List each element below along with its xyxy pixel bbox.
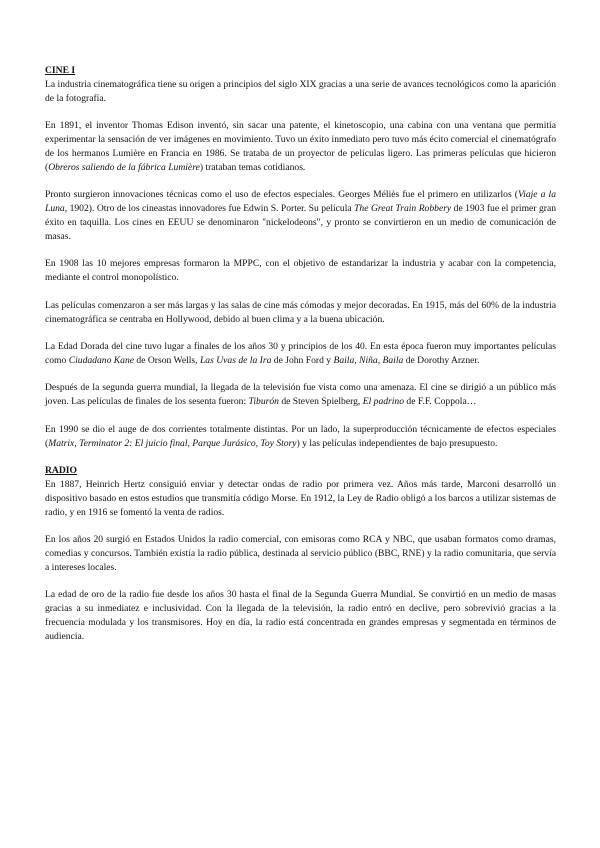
- section-heading-cine: CINE I: [45, 65, 76, 76]
- text-run: de John Ford y: [271, 355, 334, 366]
- film-title: Matrix, Terminator 2: El juicio final, Parque Jurásico, Toy Story: [48, 437, 297, 449]
- cine-paragraph-1: La industria cinematográfica tiene su origen a principios del siglo XIX gracias a una serie de avances tecnológicos como la aparición de la fotografía.: [45, 78, 556, 104]
- cine-paragraph-5: Las películas comenzaron a ser más largas y las salas de cine más cómodas y mejor decoradas. En 1915, más del 60% de la industria cinematográfica se centraba en Hollywood, debido al buen clima y a la buena ubicación.: [45, 299, 556, 325]
- text-run: Pronto surgieron innovaciones técnicas como el uso de efectos especiales. Georges Méliès fue el primero en utilizarlos (: [45, 189, 518, 201]
- radio-paragraph-1: En 1887, Heinrich Hertz consiguió enviar y detectar ondas de radio por primera vez. Años más tarde, Marconi desarrolló un dispositivo basado en estos estudios que transmitía código Morse. En 1912, la Ley de Radio obligó a los barcos a utilizar sistemas de radio, y en 1916 se fomentó la venta de radios.: [45, 478, 556, 518]
- text-run: de Orson Wells,: [134, 355, 200, 366]
- radio-paragraph-2: En los años 20 surgió en Estados Unidos la radio comercial, con emisoras como RCA y NBC, que usaban formatos como dramas, comedias y concursos. También existía la radio pública, destinada al servicio público (BBC, RNE) y la radio comunitaria, que servía a intereses locales.: [45, 534, 556, 573]
- text-run: En 1990 se dio el auge de dos corrientes totalmente distintas. Por un lado, la superproducción técnicamente de efectos especiales (: [45, 423, 556, 449]
- film-title: Tiburón: [248, 396, 279, 408]
- film-title: Viaje a la Luna: [45, 189, 556, 215]
- film-title: Obreros saliendo de la fábrica Lumière: [48, 161, 200, 173]
- text-run: Después de la segunda guerra mundial, la llegada de la televisión fue vista como una amenaza. El cine se dirigió a un público más joven. Las películas de finales de los sesenta fueron:: [45, 382, 556, 408]
- text-run: En 1891, el inventor Thomas Edison inventó, sin sacar una patente, el kinetoscopio, una cabina con una ventana que permitía experimentar la sensación de ver imágenes en movimiento. Tuvo un éxito inmediato pero tuvo más écito comercial el cinematógrafo de los hermanos Lumière en Francia en 1986. Se trataba de un proyector de películas ligero. Las primeras películas que hicieron (: [45, 120, 556, 173]
- document-body: [45, 64, 556, 658]
- cine-paragraph-7: [45, 381, 556, 409]
- film-title: The Great Train Robbery: [354, 203, 452, 215]
- cine-paragraph-6: [45, 340, 556, 368]
- text-run: de F.F. Coppola…: [404, 396, 477, 408]
- text-run: de Dorothy Arzner.: [403, 355, 480, 366]
- film-title: Ciudadano Kane: [68, 355, 135, 366]
- cine-paragraph-4: En 1908 las 10 mejores empresas formaron la MPPC, con el objetivo de estandarizar la industria y acabar con la competencia, mediante el control monopolístico.: [45, 258, 556, 284]
- text-run: de Steven Spielberg,: [278, 396, 363, 408]
- text-run: , 1902). Otro de los cineastas innovadores fue Edwin S. Porter. Su película: [64, 203, 355, 215]
- cine-paragraph-8: [45, 423, 556, 451]
- text-run: La Edad Dorada del cine tuvo lugar a finales de los años 30 y principios de los 40. En esta época fueron muy importantes películas como: [45, 341, 556, 366]
- text-run: ) trataban temas cotidianos.: [199, 161, 306, 173]
- text-run: ) y las películas independientes de bajo presupuesto.: [296, 437, 498, 449]
- film-title: El padrino: [362, 396, 405, 408]
- film-title: Baila, Niña, Baila: [333, 355, 404, 366]
- section-heading-radio: RADIO: [45, 465, 77, 477]
- film-title: Las Uvas de la Ira: [199, 355, 272, 366]
- cine-paragraph-3: [45, 188, 556, 244]
- cine-paragraph-2: [45, 119, 556, 175]
- text-run: de 1903 fue el primer gran éxito en taquilla. Los cines en EEUU se denominaron "nickelodeons", y pronto se convirtieron en un medio de comunicación de masas.: [45, 203, 556, 243]
- radio-paragraph-3: La edad de oro de la radio fue desde los años 30 hasta el final de la Segunda Guerra Mundial. Se convirtió en un medio de masas gracias a su inmediatez e inclusividad. Con la llegada de la televisión, la radio entró en declive, pero sobrevivió gracias a la frecuencia modulada y los transmisores. Hoy en día, la radio está concentrada en grandes empresas y segmentada en términos de audiencia.: [45, 589, 556, 643]
